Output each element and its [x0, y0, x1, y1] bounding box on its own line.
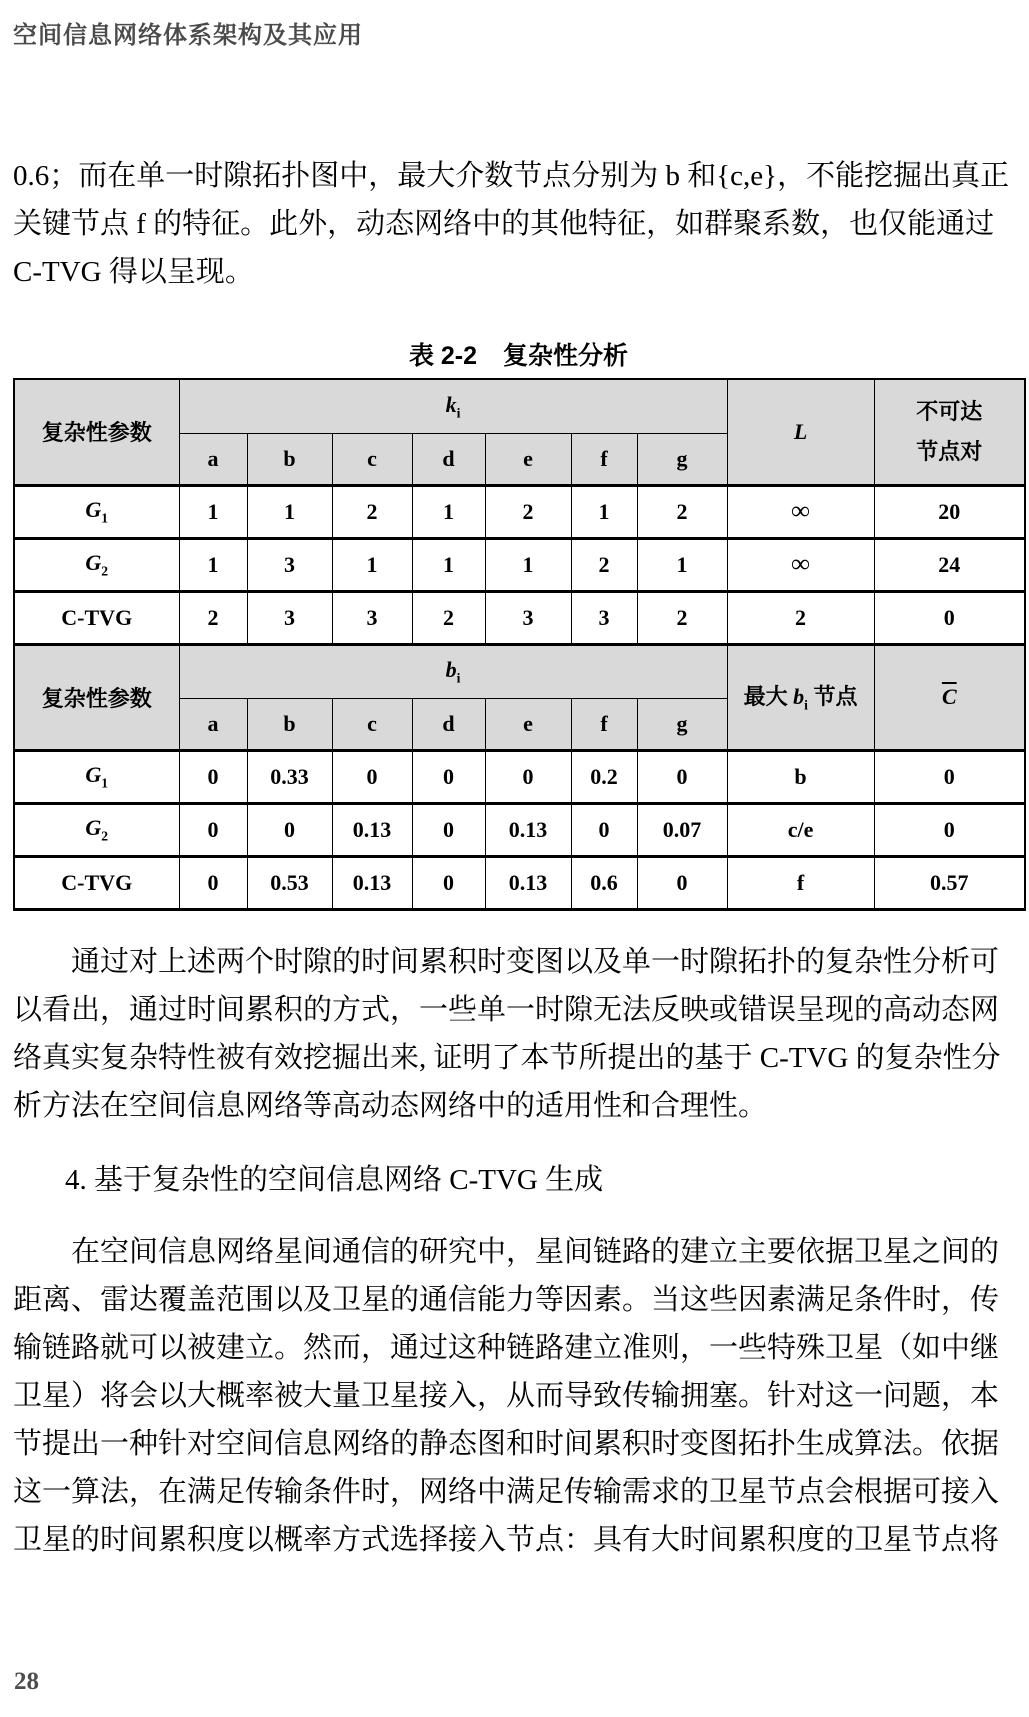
section-heading-4: 4. 基于复杂性的空间信息网络 C-TVG 生成 — [65, 1164, 604, 1196]
table-title-text: 复杂性分析 — [503, 342, 629, 370]
value-cell: 0 — [637, 856, 727, 909]
g1-sub: 1 — [101, 510, 109, 526]
letter-header-cell: e — [485, 433, 571, 485]
paragraph-continuation: 0.6；而在单一时隙拓扑图中，最大介数节点分别为 b 和{c,e}，不能挖掘出真正 关键节点 f 的特征。此外，动态网络中的其他特征，如群聚系数，也仅能通过 C-TVG 得以呈现。 — [13, 160, 1010, 288]
value-cell: 2 — [332, 485, 412, 538]
value-cell: 0.13 — [332, 803, 412, 856]
value-cell: 2 — [637, 591, 727, 644]
value-cell: 0 — [571, 803, 637, 856]
value-cell: 1 — [571, 485, 637, 538]
value-cell: 0 — [412, 803, 485, 856]
value-cell: 2 — [485, 485, 571, 538]
table-row — [14, 485, 1025, 538]
value-cell: 1 — [332, 538, 412, 591]
value-cell: 0.33 — [247, 750, 332, 803]
g2-sub: 2 — [101, 563, 109, 579]
value-cell: 1 — [179, 538, 247, 591]
infinity-symbol: ∞ — [791, 549, 810, 578]
letter-header-cell: f — [571, 433, 637, 485]
row-label-g2 — [14, 538, 179, 591]
value-cell: 1 — [485, 538, 571, 591]
value-cell: 2 — [412, 591, 485, 644]
row-label-g1 — [14, 485, 179, 538]
max-bi-value-cell: c/e — [727, 803, 874, 856]
g1-sub: 1 — [101, 775, 109, 791]
table-row — [14, 538, 1025, 591]
value-cell: 1 — [412, 538, 485, 591]
l-header-cell — [727, 379, 874, 485]
letter-header-cell: f — [571, 698, 637, 750]
table-row — [14, 591, 1025, 644]
letter-header-cell: c — [332, 433, 412, 485]
l-base: L — [793, 418, 808, 444]
max-bi-sub: i — [804, 697, 808, 713]
value-cell: 0 — [485, 750, 571, 803]
unreachable-value-cell: 20 — [874, 485, 1025, 538]
g2-base: G — [85, 549, 102, 575]
g2-base: G — [85, 814, 102, 840]
infinity-symbol: ∞ — [791, 496, 810, 525]
paragraph-analysis-summary: 通过对上述两个时隙的时间累积时变图以及单一时隙拓扑的复杂性分析可 以看出，通过时间累积的方式，一些单一时隙无法反映或错误呈现的高动态网 络真实复杂特性被有效挖掘出来, 证明了本节所提出的基于 C-TVG 的复杂性分 析方法在空间信息网络等高动态网络中的适用性和合理性。 — [13, 946, 1001, 1122]
letter-header-cell: b — [247, 698, 332, 750]
running-header: 空间信息网络体系架构及其应用 — [13, 22, 363, 49]
c-bar-symbol: $\overline{C}$ — [941, 684, 957, 709]
value-cell: 0.13 — [485, 803, 571, 856]
value-cell: 0.07 — [637, 803, 727, 856]
value-cell: 0 — [179, 803, 247, 856]
param-header-cell: 复杂性参数 — [14, 379, 179, 485]
row-label-g2 — [14, 803, 179, 856]
value-cell: 3 — [247, 538, 332, 591]
unreachable-line2: 节点对 — [916, 438, 983, 464]
g2-sub: 2 — [101, 828, 109, 844]
cbar-value-cell: 0 — [874, 803, 1025, 856]
row-label-ctvg: C-TVG — [14, 591, 179, 644]
max-bi-symbol — [793, 684, 808, 713]
table-row — [14, 750, 1025, 803]
row-label-ctvg: C-TVG — [14, 856, 179, 909]
value-cell: 0 — [637, 750, 727, 803]
bi-symbol — [445, 656, 461, 686]
max-bi-base: b — [793, 684, 805, 710]
bi-group-header-cell — [179, 644, 727, 698]
unreachable-value-cell: 0 — [874, 591, 1025, 644]
value-cell: 3 — [332, 591, 412, 644]
value-cell: 0.2 — [571, 750, 637, 803]
value-cell: 0.13 — [485, 856, 571, 909]
value-cell: 2 — [637, 485, 727, 538]
letter-header-cell: c — [332, 698, 412, 750]
max-bi-prefix: 最大 — [743, 684, 794, 710]
g1-symbol — [85, 496, 109, 526]
bi-sub: i — [456, 670, 461, 686]
g2-symbol — [85, 814, 109, 844]
value-cell: 1 — [637, 538, 727, 591]
max-bi-suffix: 节点 — [807, 684, 858, 710]
l-value-cell — [727, 485, 874, 538]
letter-header-cell: g — [637, 433, 727, 485]
table-row — [14, 644, 1025, 698]
value-cell: 2 — [179, 591, 247, 644]
table-row — [14, 379, 1025, 433]
g1-base: G — [85, 761, 102, 787]
g2-symbol — [85, 549, 109, 579]
value-cell: 1 — [179, 485, 247, 538]
ki-sub: i — [456, 404, 461, 420]
value-cell: 0 — [412, 856, 485, 909]
unreachable-value-cell: 24 — [874, 538, 1025, 591]
paragraph-ctvg-generation: 在空间信息网络星间通信的研究中，星间链路的建立主要依据卫星之间的 距离、雷达覆盖范围以及卫星的通信能力等因素。当这些因素满足条件时，传 输链路就可以被建立。然而，通过这种链路建立准则，一些特殊卫星（如中继 卫星）将会以大概率被大量卫星接入，从而导致传输拥塞。针对这一问题，本 节提出一种针对空间信息网络的静态图和时间累积时变图拓扑生成算法。依据 这一算法，在满足传输条件时，网络中满足传输需求的卫星节点会根据可接入 卫星的时间累积度以概率方式选择接入节点：具有大时间累积度的卫星节点将 — [13, 1236, 1000, 1556]
bi-base: b — [445, 656, 457, 682]
row-label-g1 — [14, 750, 179, 803]
letter-header-cell: g — [637, 698, 727, 750]
value-cell: 3 — [571, 591, 637, 644]
max-bi-node-header-cell — [727, 644, 874, 750]
value-cell: 1 — [412, 485, 485, 538]
l-symbol — [794, 419, 807, 444]
letter-header-cell: d — [412, 433, 485, 485]
letter-header-cell: b — [247, 433, 332, 485]
value-cell: 3 — [485, 591, 571, 644]
g1-symbol — [85, 761, 109, 791]
value-cell: 0 — [412, 750, 485, 803]
table-row — [14, 803, 1025, 856]
max-bi-value-cell: f — [727, 856, 874, 909]
value-cell: 0 — [179, 856, 247, 909]
complexity-table — [13, 378, 1026, 911]
l-value-cell — [727, 538, 874, 591]
value-cell: 0.13 — [332, 856, 412, 909]
ki-symbol — [445, 391, 461, 420]
g1-base: G — [85, 496, 102, 522]
max-bi-value-cell: b — [727, 750, 874, 803]
ki-group-header-cell — [179, 379, 727, 433]
page-number: 28 — [14, 1668, 39, 1695]
value-cell: 3 — [247, 591, 332, 644]
letter-header-cell: e — [485, 698, 571, 750]
value-cell: 0 — [179, 750, 247, 803]
value-cell: 0.53 — [247, 856, 332, 909]
value-cell: 0.6 — [571, 856, 637, 909]
cbar-value-cell: 0.57 — [874, 856, 1025, 909]
unreachable-line1: 不可达 — [916, 398, 983, 424]
cbar-value-cell: 0 — [874, 750, 1025, 803]
value-cell: 1 — [247, 485, 332, 538]
ki-base: k — [445, 391, 457, 417]
letter-header-cell: d — [412, 698, 485, 750]
param-header-cell: 复杂性参数 — [14, 644, 179, 750]
letter-header-cell: a — [179, 698, 247, 750]
letter-header-cell: a — [179, 433, 247, 485]
table-row — [14, 856, 1025, 909]
value-cell: 0 — [332, 750, 412, 803]
unreachable-pairs-header-cell — [874, 379, 1025, 485]
value-cell: 0 — [247, 803, 332, 856]
cbar-header-cell — [874, 644, 1025, 750]
l-value-cell: 2 — [727, 591, 874, 644]
value-cell: 2 — [571, 538, 637, 591]
table-title-label: 表 2-2 — [408, 342, 478, 370]
table-title — [13, 336, 1024, 372]
